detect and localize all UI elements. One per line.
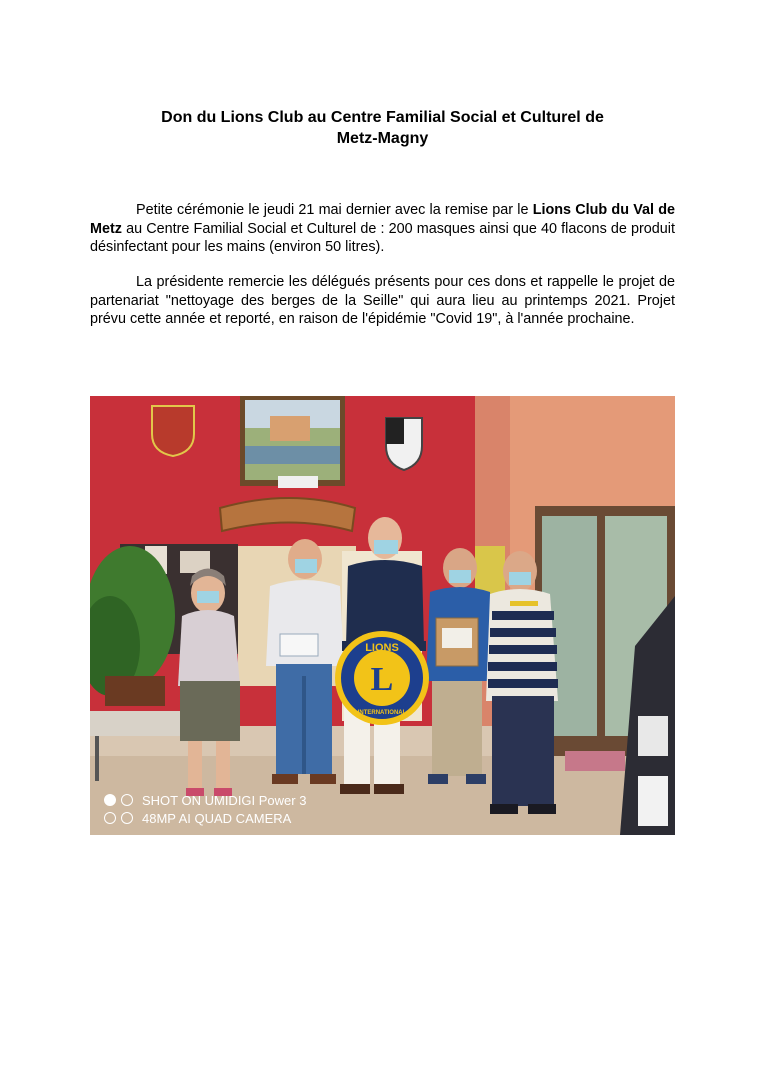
title-line-2: Metz-Magny xyxy=(336,130,429,147)
emblem-letter: L xyxy=(370,661,394,698)
watermark-line-1 xyxy=(104,793,306,809)
paragraph-2-text: La présidente remercie les délégués présents pour ces dons et rappelle le projet de partenariat "nettoyage des berges de la Seille" qui aura lieu au printemps 2021. Projet prévu cette année et reporté, en raison de l'épidémie "Covid 19", à l'année prochaine. xyxy=(90,274,675,328)
paragraph-1 xyxy=(90,201,675,257)
camera-rings-icon xyxy=(104,812,140,826)
title-line-1: Don du Lions Club au Centre Familial Social et Culturel de xyxy=(161,109,604,126)
emblem-bottom-text: INTERNATIONAL xyxy=(357,710,407,716)
watermark-text-2: 48MP AI QUAD CAMERA xyxy=(142,811,292,826)
lions-emblem xyxy=(338,634,426,722)
camera-dots-icon xyxy=(104,794,140,808)
document-title xyxy=(90,107,675,149)
paragraph-1-bold: Lions Club du Val de Metz xyxy=(90,202,675,237)
paragraph-1-text-a: Petite cérémonie le jeudi 21 mai dernier avec la remise par le xyxy=(136,202,533,218)
photo-illustration xyxy=(90,396,675,835)
group-photo xyxy=(90,396,675,835)
watermark-line-2 xyxy=(104,811,291,827)
emblem-top-text: LIONS xyxy=(365,642,399,654)
paragraph-1-text-b: au Centre Familial Social et Culturel de : 200 masques ainsi que 40 flacons de produit désinfectant pour les mains (environ 50 litres). xyxy=(90,220,675,256)
paragraph-2 xyxy=(90,273,675,329)
watermark-text-1: SHOT ON UMIDIGI Power 3 xyxy=(142,793,307,808)
